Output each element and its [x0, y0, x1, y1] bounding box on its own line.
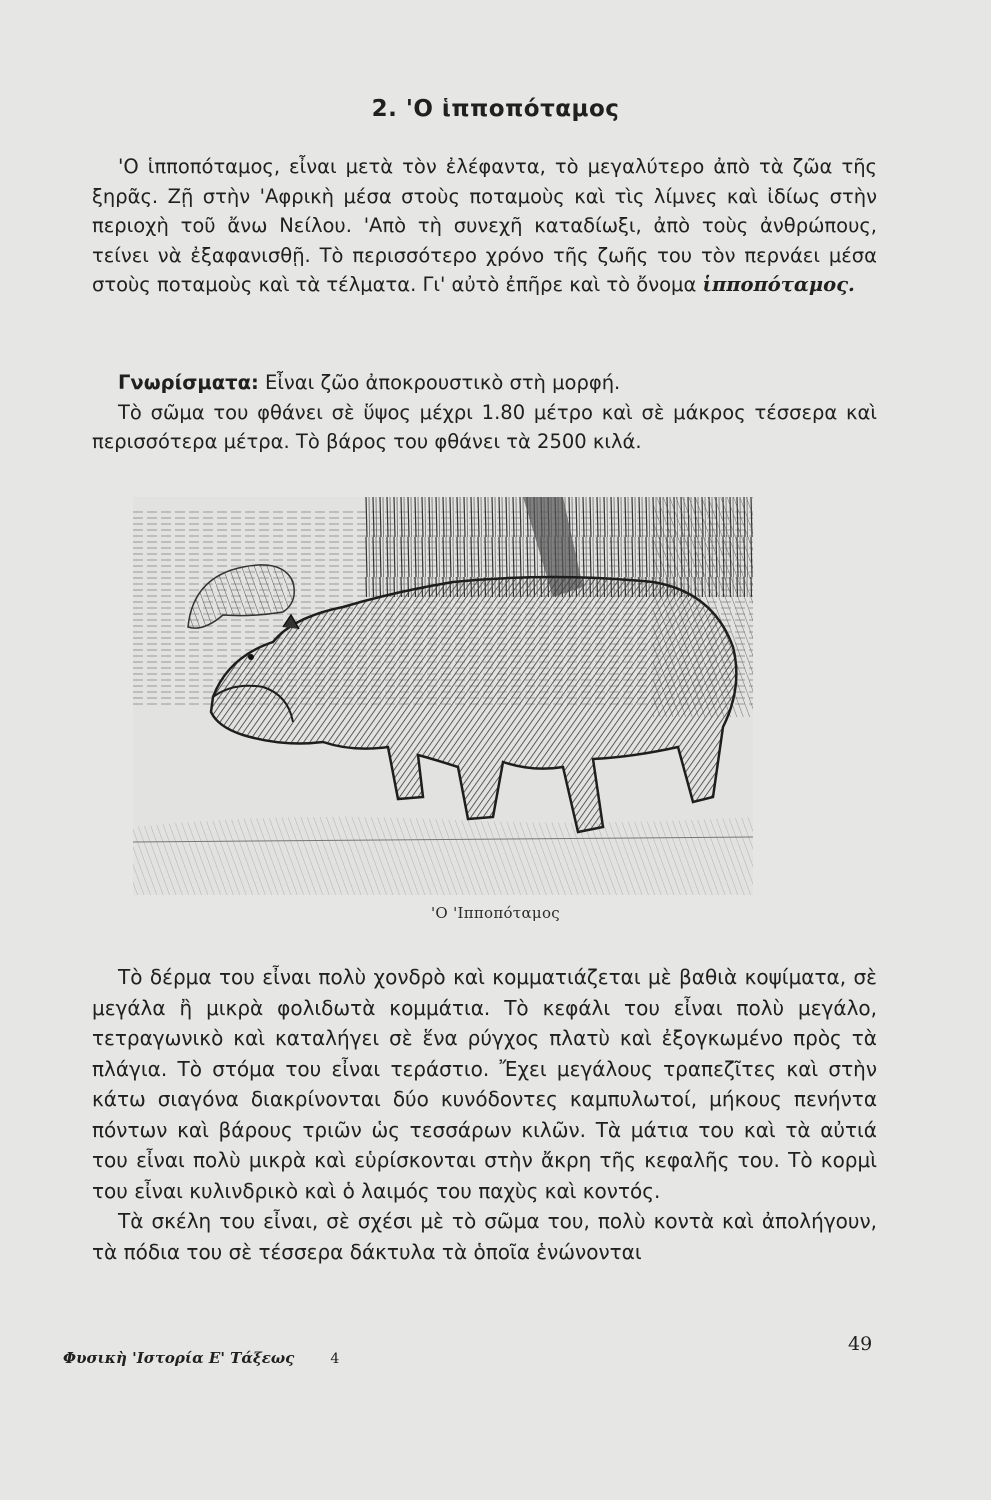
intro-section [92, 152, 877, 300]
features-section [92, 368, 877, 457]
intro-name: ἱπποπόταμος. [702, 273, 855, 296]
footer-book-title [63, 1349, 339, 1367]
page-number: 49 [848, 1333, 873, 1355]
legs-paragraph: Τὰ σκέλη του εἶναι, σὲ σχέσι μὲ τὸ σῶμα του, πολὺ κοντὰ καὶ ἀπολήγουν, τὰ πόδια του σὲ τέσσερα δάκτυλα τὰ ὁποῖα ἑνώνονται [92, 1209, 877, 1264]
hippopotamus-illustration [133, 497, 753, 895]
page-title: 2. 'Ο ἱπποπόταμος [371, 96, 620, 122]
intro-text: 'Ο ἱπποπόταμος, εἶναι μετὰ τὸν ἐλέφαντα, τὸ μεγαλύτερο ἀπὸ τὰ ζῶα τῆς ξηρᾶς. Ζῇ στὴν 'Αφρικὴ μέσα στοὺς ποταμοὺς καὶ τὶς λίμνες καὶ ἰδίως στὴν περιοχὴ τοῦ ἄνω Νείλου. 'Απὸ τὴ συνεχῆ καταδίωξι, ἀπὸ τοὺς ἀνθρώπους, τείνει νὰ ἐξαφανισθῇ. Τὸ περισσότερο χρόνο τῆς ζωῆς του τὸν περνάει μέσα στοὺς ποταμοὺς καὶ τὰ τέλματα. Γι' αὐτὸ ἐπῆρε καὶ τὸ ὄνομα [92, 155, 877, 296]
skin-paragraph: Τὸ δέρμα του εἶναι πολὺ χονδρὸ καὶ κομματιάζεται μὲ βαθιὰ κοψίματα, σὲ μεγάλα ἢ μικρὰ φολιδωτὰ κομμάτια. Τὸ κεφάλι του εἶναι πολὺ μεγάλο, τετραγωνικὸ καὶ καταλήγει σὲ ἕνα ρύγχος πλατὺ καὶ ἐξογκωμένο πρὸς τὰ πλάγια. Τὸ στόμα του εἶναι τεράστιο. Ἔχει μεγάλους τραπεζῖτες καὶ στὴν κάτω σιαγόνα διακρίνονται δύο κυνόδοντες καμπυλωτοί, μήκους πενήντα πόντων καὶ βάρους τριῶν ὡς τεσσάρων κιλῶν. Τὰ μάτια του καὶ τὰ αὐτιά του εἶναι πολὺ μικρὰ καὶ εὑρίσκονται στὴν ἄκρη τῆς κεφαλῆς του. Τὸ κορμὶ του εἶναι κυλινδρικὸ καὶ ὁ λαιμός του παχὺς καὶ κοντός. [92, 965, 877, 1203]
features-label: Γνωρίσματα: [118, 371, 259, 394]
size-paragraph: Τὸ σῶμα του φθάνει σὲ ὕψος μέχρι 1.80 μέτρο καὶ σὲ μάκρος τέσσερα καὶ περισσότερα μέτρα. Τὸ βάρος του φθάνει τὰ 2500 κιλά. [92, 400, 877, 453]
description-section [92, 962, 877, 1267]
footer-book: Φυσικὴ 'Ιστορία Ε' Τάξεως [63, 1349, 295, 1367]
features-line [92, 368, 877, 398]
footer-sheet-mark: 4 [330, 1351, 340, 1367]
figure-caption: 'Ο 'Ιπποπόταμος [431, 904, 560, 922]
intro-paragraph [92, 152, 877, 300]
features-text: Εἶναι ζῶο ἀποκρουστικὸ στὴ μορφή. [265, 371, 621, 394]
